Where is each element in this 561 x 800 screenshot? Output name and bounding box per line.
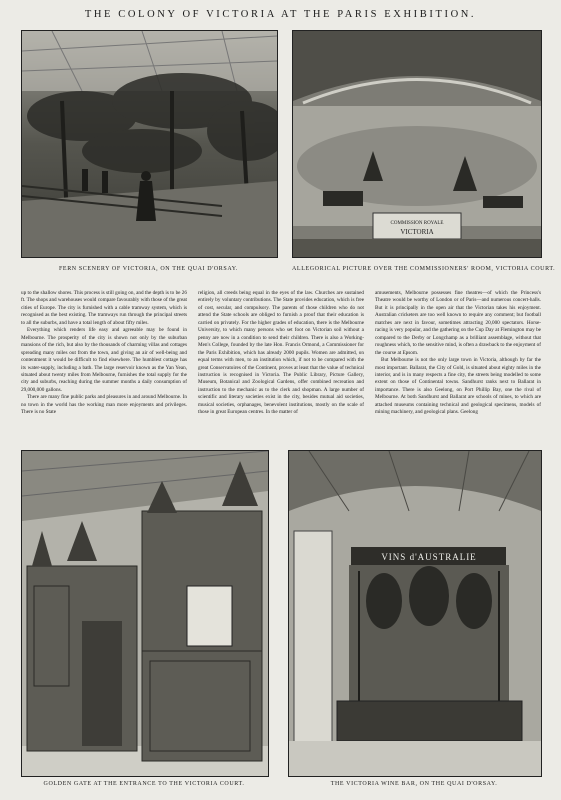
inscription-line1: COMMISSION ROYALE (390, 221, 444, 226)
article-column-3 (375, 290, 541, 445)
article-paragraph: religion, all creeds being equal in the eyes of the law. Churches are sustained entirely by voluntary contributions. The State provides education, which is free of cost, secular, and compulsory. The parents of those children who do not attend the State schools are obliged to furnish a proof that their education is carried on privately. For the higher grades of education, there is the Melbourne University, to which many persons who set foot on Victorian soil without a penny are now in a condition to send their children. There is also a Working-Men's College, founded by the late Hon. Francis Ormond, a Commissioner for the Paris Exhibition, which has already 2000 pupils. Women are admitted, on equal terms with men, to an institution which, if not to be compared with the great Conservatoires of the Continent, proves at least that the value of technical instruction is recognised in Victoria. The Public Library, Picture Gallery, Museum, Botanical and Zoological Gardens, offer combined recreation and instruction to the mechanic as to the clerk and shopman. A large number of scientific and literary societies exist in the city, besides mutual aid societies, musical societies, orphanages, benevolent institutions, mostly on the scale of those in great European centres. In the matter of (198, 290, 364, 416)
wine-bar-illustration (288, 450, 542, 777)
golden-gate-caption: GOLDEN GATE AT THE ENTRANCE TO THE VICTORIA COURT. (43, 781, 245, 787)
wine-bar-caption: THE VICTORIA WINE BAR, ON THE QUAI D'ORSAY. (330, 781, 498, 787)
article-paragraph: up to the shallow shores. This process is still going on, and the depth is to be 26 ft. The shops and warehouses would compare favourably with those of the great cities of Europe. The city is furnished with a cable tramway system, which is recognised as the best existing. The tramways run through the principal streets to all the suburbs, and have a total length of about fifty miles. (21, 290, 187, 326)
golden-gate-illustration (21, 450, 269, 777)
inscription-line2: VICTORIA (400, 228, 434, 236)
page-title: THE COLONY OF VICTORIA AT THE PARIS EXHIBITION. (84, 9, 477, 20)
article-column-1 (21, 290, 187, 445)
article-paragraph: amusements, Melbourne possesses fine theatres—of which the Princess's Theatre would be worthy of London or of Paris—and numerous concert-halls. But it is principally in the open air that the Victorian takes his enjoyment. Australian cricketers are too well known to require any comment; but football matches are next in favour, sometimes attracting 20,000 spectators. Horse-racing is very popular, and the gathering on the Cup Day at Flemington may be compared to the Derby or Longchamp as a brilliant assemblage, without that roughness which, to the sensitive mind, is often a drawback to the enjoyment of the course at Epsom. (375, 290, 541, 356)
article-paragraph: Everything which renders life easy and agreeable may be found in Melbourne. The prosperity of the city is shown not only by the suburban mansions of the rich, but also by the thousands of charming villas and cottages spreading many miles out from the town, and giving an air of well-being and contentment it would be difficult to find elsewhere. The humblest cottage has its water-supply, including a bath. The large reservoir known as the Yan Yean, situated about twenty miles from Melbourne, furnishes the total supply for the city and suburbs, reaching during the summer months a daily consumption of 29,000,000 gallons. (21, 327, 187, 393)
allegorical-picture-illustration (292, 30, 542, 258)
article-column-2 (198, 290, 364, 445)
allegorical-picture-caption: ALLEGORICAL PICTURE OVER THE COMMISSIONERS' ROOM, VICTORIA COURT. (292, 266, 556, 272)
wine-bar-sign: VINS d'AUSTRALIE (381, 552, 477, 562)
fern-scenery-illustration (21, 30, 278, 258)
article-paragraph: But Melbourne is not the only large town in Victoria, although by far the most important. Ballarat, the City of Gold, is situated about eighty miles in the interior, and is in many respects a fine city, the streets being modelled to some extent on those of Continental towns. Sandhurst ranks next to Ballarat in importance. There is also Geelong, on Port Phillip Bay, one the rival of Melbourne. At both Sandhurst and Ballarat are schools of mines, to which are attached museums containing technical and geological specimens, models of mining machinery, and geological plans. Geelong (375, 357, 541, 416)
fern-scenery-caption: FERN SCENERY OF VICTORIA, ON THE QUAI D'ORSAY. (59, 266, 238, 272)
article-paragraph: There are many fine public parks and pleasures in and around Melbourne. In no town in the world has the working man more enjoyments and privileges. There is no State (21, 394, 187, 416)
